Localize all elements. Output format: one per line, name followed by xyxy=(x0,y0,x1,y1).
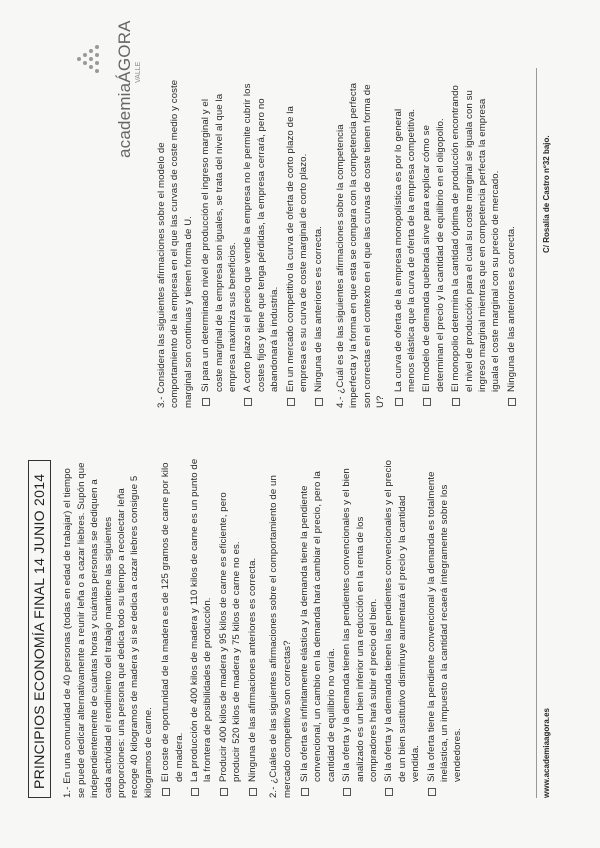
triangle-logo-icon xyxy=(75,45,111,73)
exam-title: PRINCIPIOS ECONOMÍA FINAL 14 JUNIO 2014 xyxy=(28,460,51,798)
checkbox-icon[interactable] xyxy=(508,398,516,406)
q4-option-a-text: La curva de oferta de la empresa monopolística es por lo general menos elástica que la curva de oferta de la empresa competitiva. xyxy=(392,108,417,392)
q4-option-b-text: El modelo de demanda quebrada sirve para explicar cómo se determinan el precio y la cantidad de equilibrio en el oligopolio. xyxy=(421,118,446,392)
q3-option-c[interactable] xyxy=(284,78,311,408)
q4-option-c-text: El monopolio determina la cantidad óptima de producción encontrando el nivel de producción para el cual su coste marginal se iguala con su ingreso marginal mientras que en competencia perfecta la empresa iguala el coste marginal con su precio de mercado. xyxy=(450,85,502,392)
q2-option-b-text: Si la oferta y la demanda tienen las pendientes convencionales y el bien analizado es un bien inferior una reducción en la renta de los compradores hará subir el precio del bien. xyxy=(341,468,379,782)
left-column xyxy=(20,458,467,798)
checkbox-icon[interactable] xyxy=(343,788,351,796)
q3-option-c-text: En un mercado competitivo la curva de oferta de corto plazo de la empresa es su curva de coste marginal de corto plazo. xyxy=(284,106,310,392)
q1-option-a-text: El coste de oportunidad de la madera es de 125 gramos de carne por kilo de madera. xyxy=(160,462,185,782)
checkbox-icon[interactable] xyxy=(452,398,460,406)
checkbox-icon[interactable] xyxy=(249,788,257,796)
q1-option-d[interactable] xyxy=(246,458,259,798)
right-column xyxy=(155,78,520,408)
q2-option-c[interactable] xyxy=(382,458,422,798)
q2-option-d[interactable] xyxy=(425,458,465,798)
logo-text: academiaÁGORA xyxy=(115,20,134,158)
logo-subtext: VALLE xyxy=(135,61,142,83)
q4-option-c[interactable] xyxy=(449,78,503,408)
checkbox-icon[interactable] xyxy=(315,398,323,406)
q4-option-d-text: Ninguna de las anteriores es correcta. xyxy=(505,226,517,392)
checkbox-icon[interactable] xyxy=(423,398,431,406)
q2-option-a-text: Si la oferta es infinitamente elástica y la demanda tiene la pendiente convencional, un cambio en la demanda hará cambiar el precio, pero la cantidad de equilibrio no varía. xyxy=(298,471,337,782)
footer-address: C/ Rosalía de Castro nº32 bajo. xyxy=(542,135,551,253)
q1-option-a[interactable] xyxy=(159,458,186,798)
q2-option-c-text: Si la oferta y la demanda tienen las pendientes convencionales y el precio de un bien sustitutivo disminuye aumentará el precio y la cantidad vendida. xyxy=(383,459,422,782)
checkbox-icon[interactable] xyxy=(162,788,170,796)
footer-divider xyxy=(536,68,537,798)
question-3: 3.- Considera las siguientes afirmaciones sobre el modelo de comportamiento de la empresa en el que las curvas de coste medio y coste marginal son continuas y tienen forma de U. xyxy=(156,79,194,408)
question-4: 4.- ¿Cuál es de las siguientes afirmaciones sobre la competencia imperfecta y la forma en que esta se compara con la competencia perfecta son correctas en el contexto en el que las curvas de coste tienen forma de U? xyxy=(334,82,387,408)
q1-option-c[interactable] xyxy=(217,458,244,798)
checkbox-icon[interactable] xyxy=(287,398,295,406)
q1-option-b[interactable] xyxy=(188,458,215,798)
q3-option-a[interactable] xyxy=(199,78,239,408)
q4-option-a[interactable] xyxy=(392,78,419,408)
q1-option-b-text: La producción de 400 kilos de madera y 110 kilos de carne es un punto de la frontera de posibilidades de producción. xyxy=(189,458,214,782)
q3-option-b[interactable] xyxy=(241,78,281,408)
rotated-content xyxy=(20,20,580,828)
checkbox-icon[interactable] xyxy=(244,398,252,406)
checkbox-icon[interactable] xyxy=(428,788,436,796)
q1-option-c-text: Producir 400 kilos de madera y 95 kilos de carne es eficiente, pero producir 520 kilos de madera y 75 kilos de carne no es. xyxy=(217,492,243,782)
academia-logo xyxy=(75,20,165,158)
q1-option-d-text: Ninguna de las afirmaciones anteriores es correcta. xyxy=(246,557,258,782)
q4-option-d[interactable] xyxy=(505,78,518,408)
checkbox-icon[interactable] xyxy=(220,788,228,796)
footer-email: www.academiaagora.es xyxy=(542,708,551,798)
q2-option-a[interactable] xyxy=(298,458,338,798)
q3-option-a-text: Si para un determinado nivel de producción el ingreso marginal y el coste marginal de la empresa son iguales, se trata del nivel al que la empresa maximiza sus beneficios. xyxy=(200,93,239,392)
checkbox-icon[interactable] xyxy=(202,398,210,406)
checkbox-icon[interactable] xyxy=(191,788,199,796)
q3-option-b-text: A corto plazo si el precio que vende la empresa no le permite cubrir los costes fijos y tiene que tenga pérdidas, la empresa cerrará, pero no abandonará la industria. xyxy=(242,83,281,392)
checkbox-icon[interactable] xyxy=(301,788,309,796)
question-2: 2.- ¿Cuáles de las siguientes afirmaciones sobre el comportamiento de un mercado competitivo son correctas? xyxy=(268,475,293,798)
q2-option-d-text: Si la oferta tiene la pendiente convencional y la demanda es totalmente inelástica, un impuesto a la cantidad recaerá íntegramente sobre los vendedores. xyxy=(425,471,464,782)
checkbox-icon[interactable] xyxy=(385,788,393,796)
question-1: 1.- En una comunidad de 40 personas (todas en edad de trabajar) el tiempo se puede dedicar alternativamente a reunir leña o a cazar liebres. Supón que independientemente de cuántas horas y cuántas personas se dediquen a cada actividad el rendimiento del trabajo mantiene las siguientes proporciones: una persona que dedica todo su tiempo a recolectar leña recoge 40 kilogramos de madera y si se dedica a cazar liebres consigue 5 kilogramos de carne. xyxy=(62,462,154,798)
q4-option-b[interactable] xyxy=(420,78,447,408)
q3-option-d-text: Ninguna de las anteriores es correcta. xyxy=(313,226,325,392)
q3-option-d[interactable] xyxy=(312,78,325,408)
q2-option-b[interactable] xyxy=(340,458,380,798)
checkbox-icon[interactable] xyxy=(395,398,403,406)
